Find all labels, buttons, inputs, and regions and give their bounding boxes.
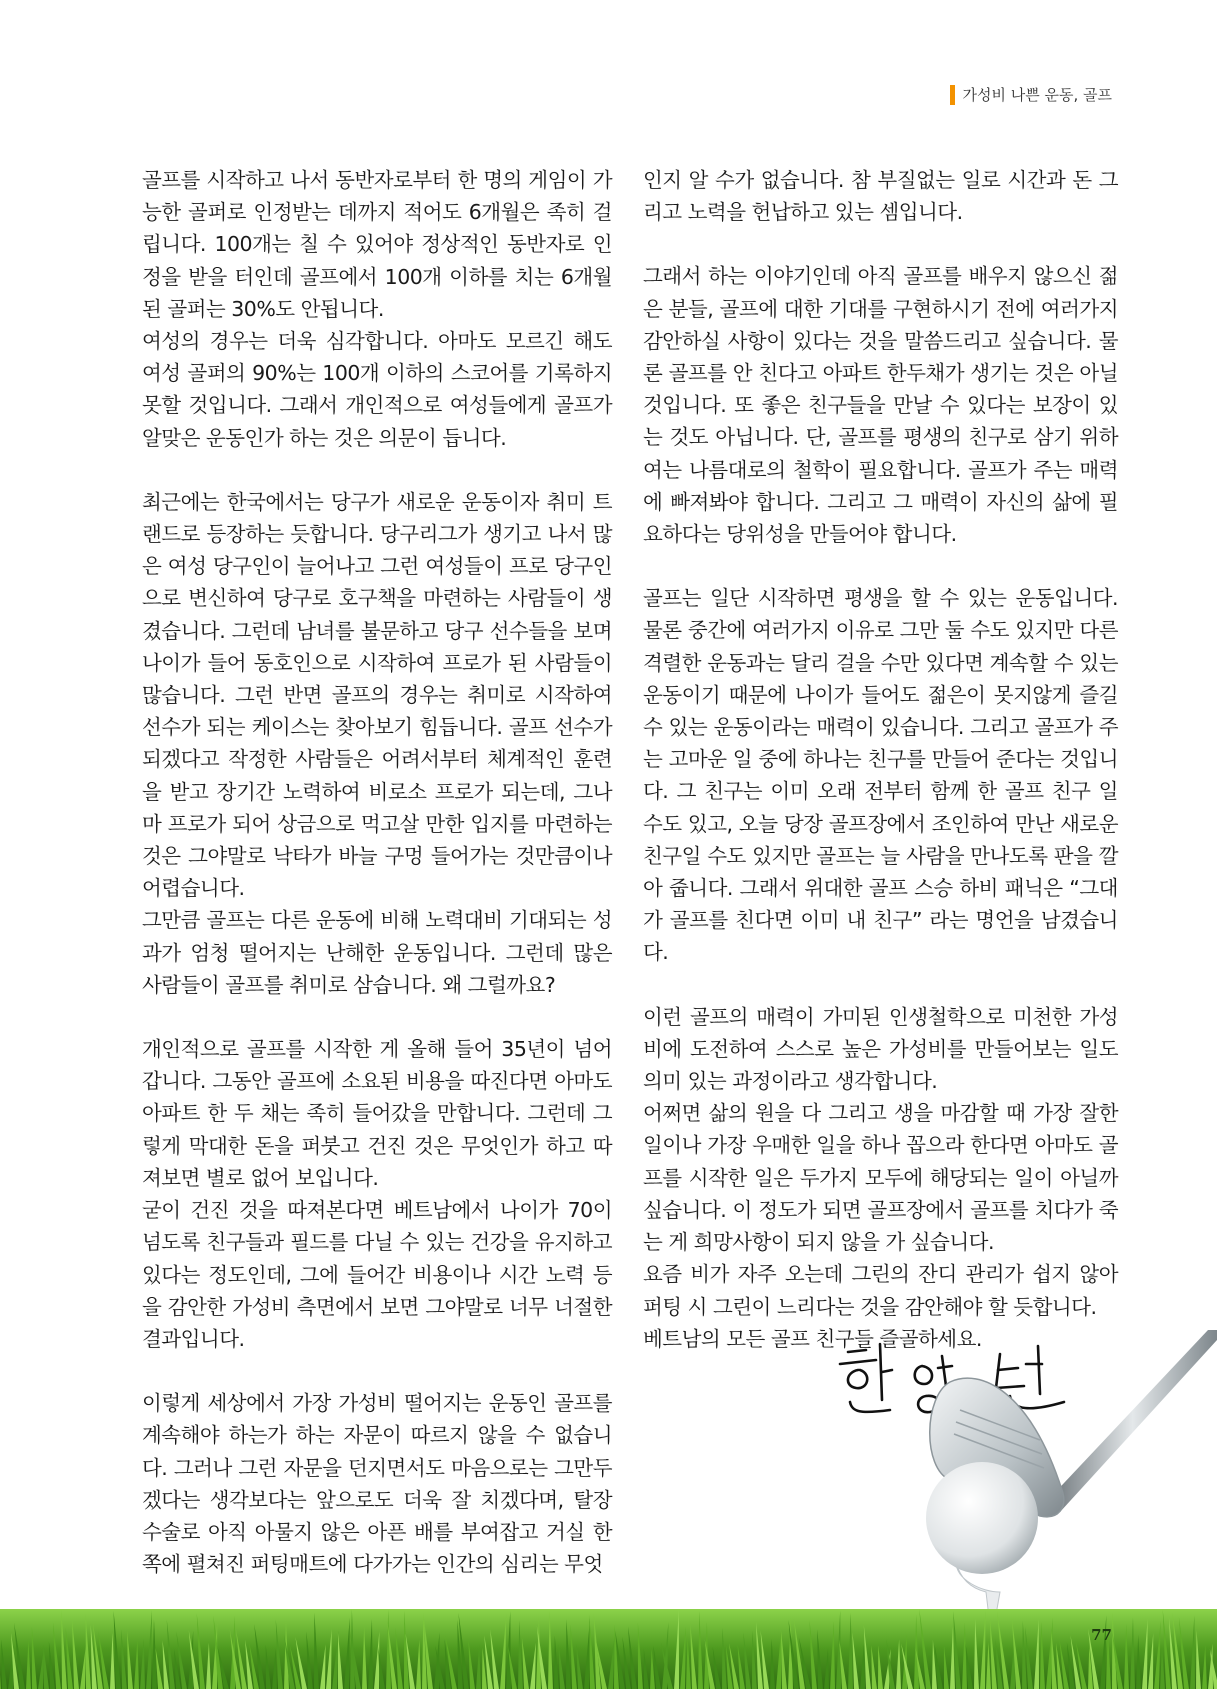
header-accent-bar [950,85,955,105]
paragraph: 그래서 하는 이야기인데 아직 골프를 배우지 않으신 젊은 분들, 골프에 대한 기대를 구현하시기 전에 여러가지 감안하실 사항이 있다는 것을 말씀드리고 싶습니다. 물론 골프를 안 친다고 아파트 한두채가 생기는 것은 아닐 것입니다. 또 좋은 친구들을 만날 수 있다는 보장이 있는 것도 아닙니다. 단, 골프를 평생의 친구로 삼기 위하여는 나름대로의 철학이 필요합니다. 골프가 주는 매력에 빠져봐야 합니다. 그리고 그 매력이 자신의 삶에 필요하다는 당위성을 만들어야 합니다. [643,264,1118,547]
running-header [950,84,1112,105]
paragraph: 그만큼 골프는 다른 운동에 비해 노력대비 기대되는 성과가 엄청 떨어지는 난해한 운동입니다. 그런데 많은 사람들이 골프를 취미로 삼습니다. 왜 그럴까요? [142,908,612,997]
golf-ball [926,1462,1038,1574]
paragraph: 어쩌면 삶의 원을 다 그리고 생을 마감할 때 가장 잘한 일이나 가장 우매한 일을 하나 꼽으라 한다면 아마도 골프를 시작한 일은 두가지 모두에 해당되는 일이 아닐까 싶습니다. 이 정도가 되면 골프장에서 골프를 치다가 죽는 게 희망사항이 되지 않을 가 싶습니다. [643,1101,1118,1255]
right-column [643,164,1118,1355]
paragraph: 요즘 비가 자주 오는데 그린의 잔디 관리가 쉽지 않아 퍼팅 시 그린이 느리다는 것을 감안해야 할 듯합니다. [643,1262,1118,1319]
paragraph: 골프를 시작하고 나서 동반자로부터 한 명의 게임이 가능한 골퍼로 인정받는 데까지 적어도 6개월은 족히 걸립니다. 100개는 칠 수 있어야 정상적인 동반자로 인정을 받을 터인데 골프에서 100개 이하를 치는 6개월된 골퍼는 30%도 안됩니다. [142,168,612,321]
left-column [142,164,612,1580]
grass-illustration [0,1579,1217,1689]
paragraph: 이런 골프의 매력이 가미된 인생철학으로 미천한 가성비에 도전하여 스스로 높은 가성비를 만들어보는 일도 의미 있는 과정이라고 생각합니다. [643,1004,1118,1094]
page-number: 77 [1091,1626,1112,1644]
paragraph: 최근에는 한국에서는 당구가 새로운 운동이자 취미 트랜드로 등장하는 듯합니다. 당구리그가 생기고 나서 많은 여성 당구인이 늘어나고 그런 여성들이 프로 당구인으로 변신하여 당구로 호구책을 마련하는 사람들이 생겼습니다. 그런데 남녀를 불문하고 당구 선수들을 보며 나이가 들어 동호인으로 시작하여 프로가 된 사람들이 많습니다. 그런 반면 골프의 경우는 취미로 시작하여 선수가 되는 케이스는 찾아보기 힘듭니다. 골프 선수가 되겠다고 작정한 사람들은 어려서부터 체계적인 훈련을 받고 장기간 노력하여 비로소 프로가 되는데, 그나마 프로가 되어 상금으로 먹고살 만한 입지를 마련하는 것은 그야말로 낙타가 바늘 구멍 들어가는 것만큼이나 어렵습니다. [142,489,612,901]
paragraph: 여성의 경우는 더욱 심각합니다. 아마도 모르긴 해도 여성 골퍼의 90%는 100개 이하의 스코어를 기록하지 못할 것입니다. 그래서 개인적으로 여성들에게 골프가 알맞은 운동인가 하는 것은 의문이 듭니다. [142,329,612,450]
paragraph: 굳이 건진 것을 따져본다면 베트남에서 나이가 70이 넘도록 친구들과 필드를 다닐 수 있는 건강을 유지하고 있다는 정도인데, 그에 들어간 비용이나 시간 노력 등을 감안한 가성비 측면에서 보면 그야말로 너무 너절한 결과입니다. [142,1198,612,1351]
section-title: 가성비 나쁜 운동, 골프 [962,86,1112,104]
paragraph: 개인적으로 골프를 시작한 게 올해 들어 35년이 넘어갑니다. 그동안 골프에 소요된 비용을 따진다면 아마도 아파트 한 두 채는 족히 들어갔을 만합니다. 그런데 그렇게 막대한 돈을 퍼붓고 건진 것은 무엇인가 하고 따져보면 별로 없어 보입니다. [142,1037,612,1190]
club-shaft [1048,1330,1217,1512]
paragraph: 이렇게 세상에서 가장 가성비 떨어지는 운동인 골프를 계속해야 하는가 하는 자문이 따르지 않을 수 없습니다. 그러나 그런 자문을 던지면서도 마음으로는 그만두겠다는 생각보다는 앞으로도 더욱 잘 치겠다며, 탈장 수술로 아직 아물지 않은 아픈 배를 부여잡고 거실 한쪽에 펼쳐진 퍼팅매트에 다가가는 인간의 심리는 무엇 [142,1391,612,1577]
paragraph: 인지 알 수가 없습니다. 참 부질없는 일로 시간과 돈 그리고 노력을 헌납하고 있는 셈입니다. [643,168,1118,225]
paragraph: 골프는 일단 시작하면 평생을 할 수 있는 운동입니다. 물론 중간에 여러가지 이유로 그만 둘 수도 있지만 다른 격렬한 운동과는 달리 걸을 수만 있다면 계속할 수 있는 운동이기 때문에 나이가 들어도 젊은이 못지않게 즐길 수 있는 운동이라는 매력이 있습니다. 그리고 골프가 주는 고마운 일 중에 하나는 친구를 만들어 준다는 것입니다. 그 친구는 이미 오래 전부터 함께 한 골프 친구 일 수도 있고, 오늘 당장 골프장에서 조인하여 만난 새로운 친구일 수도 있지만 골프는 늘 사람을 만나도록 판을 깔아 줍니다. 그래서 위대한 골프 스승 하비 패닉은 “그대가 골프를 친다면 이미 내 친구” 라는 명언을 남겼습니다. [643,586,1118,965]
paragraph: 베트남의 모든 골프 친구들 즐골하세요. [643,1326,982,1351]
